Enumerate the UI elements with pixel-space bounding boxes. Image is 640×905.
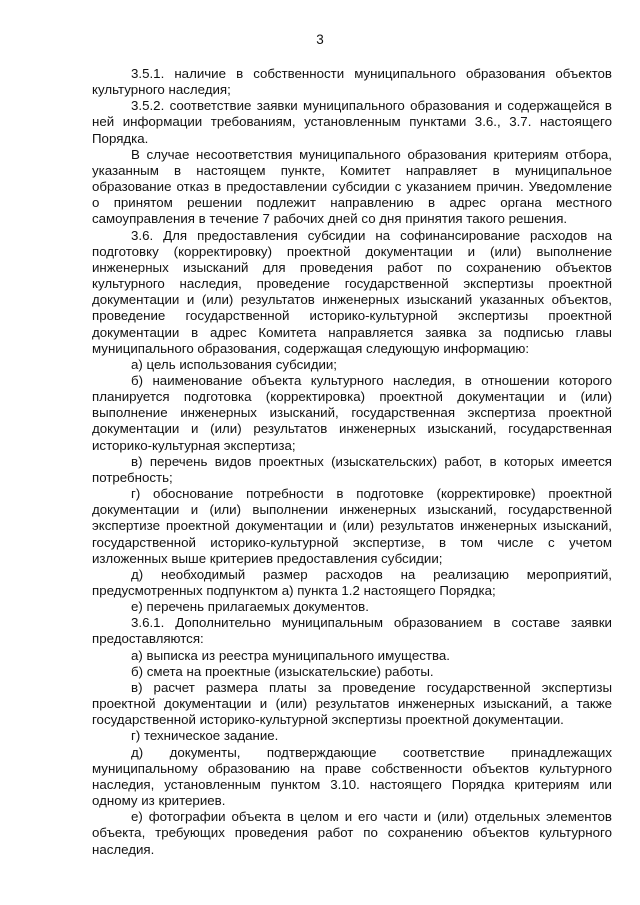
paragraph: д) документы, подтверждающие соответствие принадлежащих муниципальному образованию на праве собственности объектов культурного наследия, установленным пунктом 3.10. настоящего Порядка критериям или одному из критериев. (92, 744, 612, 809)
paragraph: г) техническое задание. (131, 728, 279, 744)
page-number: 3 (316, 32, 324, 47)
paragraph: В случае несоответствия муниципального образования критериям отбора, указанным в настоящем пункте, Комитет направляет в муниципальное образование отказ в предоставлении субсидии с указанием причин. Уведомление о принятом решении подлежит направлению в адрес органа местного самоуправления в течение 7 рабочих дней со дня принятия такого решения. (92, 146, 612, 227)
paragraph: в) расчет размера платы за проведение государственной экспертизы проектной документации и (или) результатов инженерных изысканий, а также государственной историко-культурной экспертизы проектной документации. (92, 679, 612, 728)
paragraph: б) смета на проектные (изыскательские) работы. (131, 663, 434, 679)
paragraph: 3.6. Для предоставления субсидии на софинансирование расходов на подготовку (корректировку) проектной документации и (или) выполнение инженерных изысканий для проведения работ по сохранению объектов культурного наследия, проведение государственной экспертизы проектной документации и (или) результатов инженерных изысканий указанных объектов, проведение государственной историко-культурной экспертизы проектной документации в адрес Комитета направляется заявка за подписью главы муниципального образования, содержащая следующую информацию: (92, 227, 612, 356)
paragraph: г) обоснование потребности в подготовке (корректировке) проектной документации и (или) выполнении инженерных изысканий, государственной экспертизе проектной документации и (или) результатов инженерных изысканий, государственной историко-культурной экспертизе, в том числе с учетом изложенных выше критериев предоставления субсидии; (92, 486, 612, 566)
paragraph: б) наименование объекта культурного наследия, в отношении которого планируется подготовка (корректировка) проектной документации и (или) выполнение инженерных изысканий, государственная экспертиза проектной документации и (или) результатов инженерных изысканий, государственная историко-культурная экспертиза; (92, 372, 612, 453)
paragraph: а) выписка из реестра муниципального имущества. (131, 647, 450, 663)
paragraph: 3.5.2. соответствие заявки муниципального образования и содержащейся в ней информации требованиям, установленным пунктами 3.6., 3.7. настоящего Порядка. (92, 98, 612, 146)
paragraph: в) перечень видов проектных (изыскательских) работ, в которых имеется потребность; (92, 453, 612, 485)
paragraph: е) фотографии объекта в целом и его части и (или) отдельных элементов объекта, требующих проведения работ по сохранению объектов культурного наследия. (92, 809, 612, 857)
paragraph: е) перечень прилагаемых документов. (131, 599, 369, 615)
paragraph: а) цель использования субсидии; (131, 356, 337, 372)
paragraph: 3.5.1. наличие в собственности муниципального образования объектов культурного наследия; (92, 66, 612, 98)
paragraph: 3.6.1. Дополнительно муниципальным образованием в составе заявки предоставляются: (92, 615, 612, 647)
paragraph: д) необходимый размер расходов на реализацию мероприятий, предусмотренных подпунктом а) пункта 1.2 настоящего Порядка; (92, 566, 612, 598)
document-body (92, 66, 612, 858)
